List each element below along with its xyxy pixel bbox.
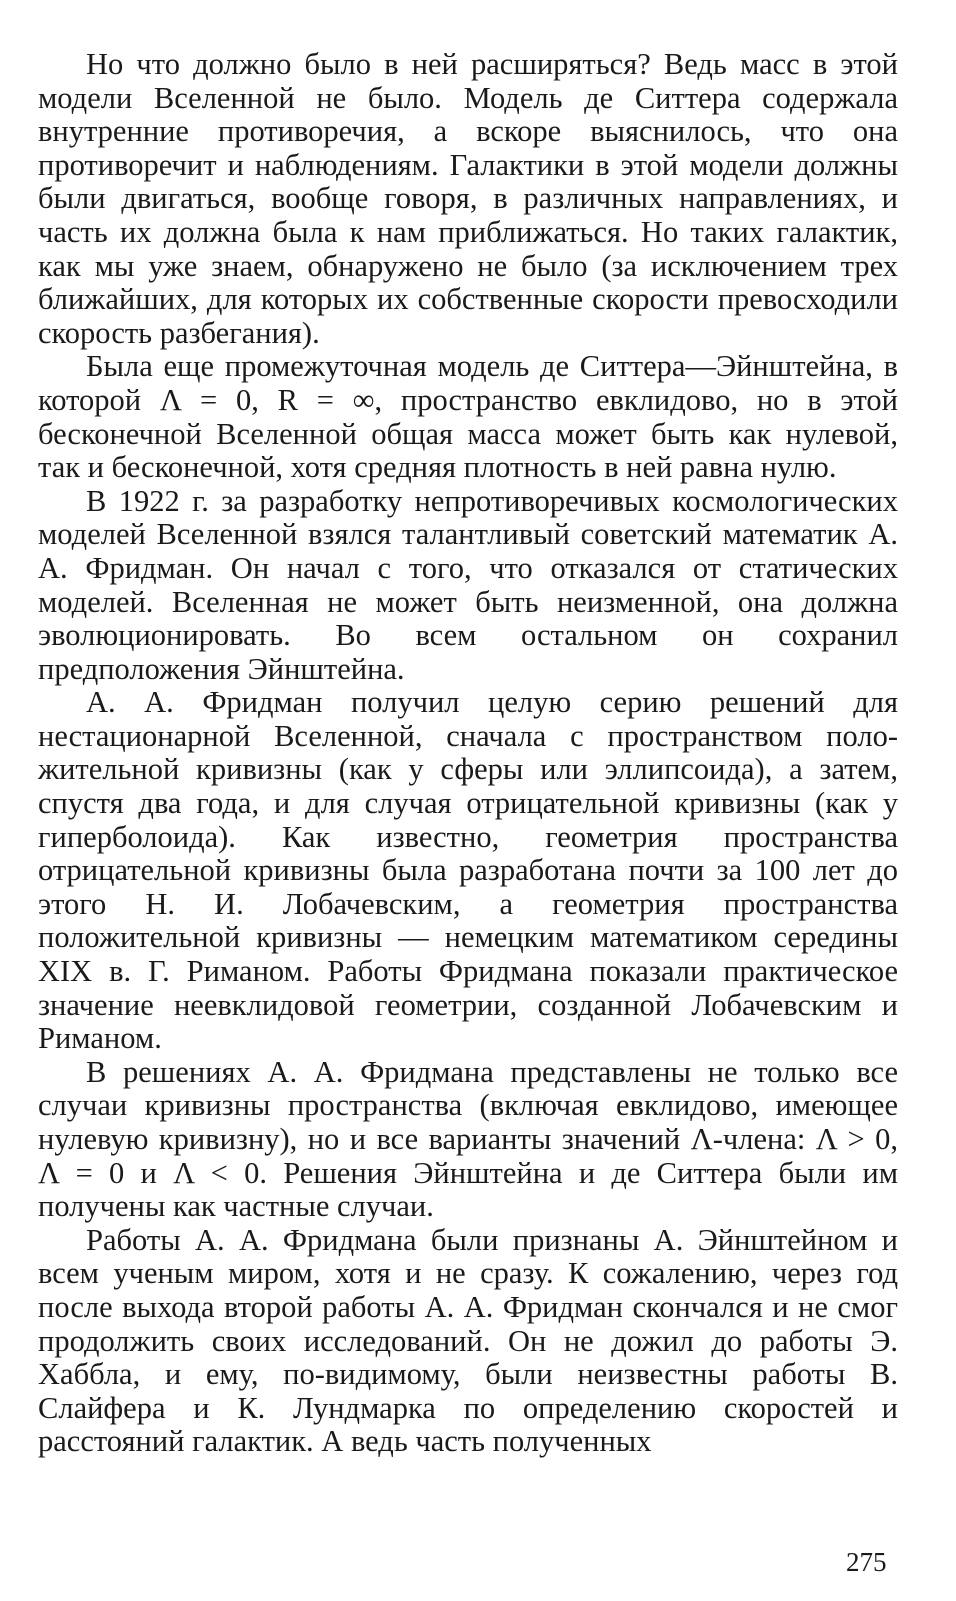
paragraph-5: В решениях А. А. Фридмана представлены не только все случаи кривизны пространства (включая евклидово, имеющее нулевую кривизну), но и все варианты значений Λ-члена: Λ > 0, Λ = 0 и Λ < 0. Решения Эйнштейна и де Ситтера были им получены как частные случаи. bbox=[38, 1054, 898, 1224]
page-body bbox=[38, 48, 898, 1459]
paragraph-6: Работы А. А. Фридмана были признаны А. Эйнштейном и всем ученым миром, хотя и не сразу. К сожалению, через год после выхода второй работы А. А. Фридман скончался и не смог продолжить своих исследований. Он не дожил до работы Э. Хаббла, и ему, по-видимому, были неизвестны работы В. Слайфера и К. Лундмарка по определению скоростей и расстояний галактик. А ведь часть полученных bbox=[38, 1222, 898, 1459]
paragraph-2: Была еще промежуточная модель де Ситтера—Эйнштейна, в которой Λ = 0, R = ∞, пространство евклидово, но в этой бесконечной Вселенной общая масса может быть как нулевой, так и бесконечной, хотя средняя плотность в ней равна нулю. bbox=[38, 349, 898, 485]
paragraph-3: В 1922 г. за разработку непротиворечивых космологических моделей Вселенной взялся талантливый советский математик А. А. Фридман. Он начал с того, что отказался от статических моделей. Вселенная не может быть неизменной, она должна эволюционировать. Во всем остальном он сохранил предположения Эйнштейна. bbox=[38, 483, 898, 686]
paragraph-4: А. А. Фридман получил целую серию решений для нестационарной Вселенной, сначала с пространством положительной кривизны (как у сферы или эллипсоида), а затем, спустя два года, и для случая отрицательной кривизны (как у гиперболоида). Как известно, геометрия пространства отрицательной кривизны была разработана почти за 100 лет до этого Н. И. Лобачевским, а геометрия пространства положительной кривизны — немецким математиком середины XIX в. Г. Риманом. Работы Фридмана показали практическое значение неевклидовой геометрии, созданной Лобачевским и Риманом. bbox=[38, 685, 898, 1056]
page-number: 275 bbox=[846, 1547, 887, 1577]
paragraph-1: Но что должно было в ней расширяться? Ведь масс в этой модели Вселенной не было. Модель де Ситтера содержала внутренние противоречия, а вскоре выяснилось, что она противоречит и наблюдениям. Галактики в этой модели должны были двигаться, вообще говоря, в различных направлениях, и часть их должна была к нам приближаться. Но таких галактик, как мы уже знаем, обнаружено не было (за исключением трех ближайших, для которых их собственные скорости превосходили скорость разбегания). bbox=[38, 47, 898, 350]
